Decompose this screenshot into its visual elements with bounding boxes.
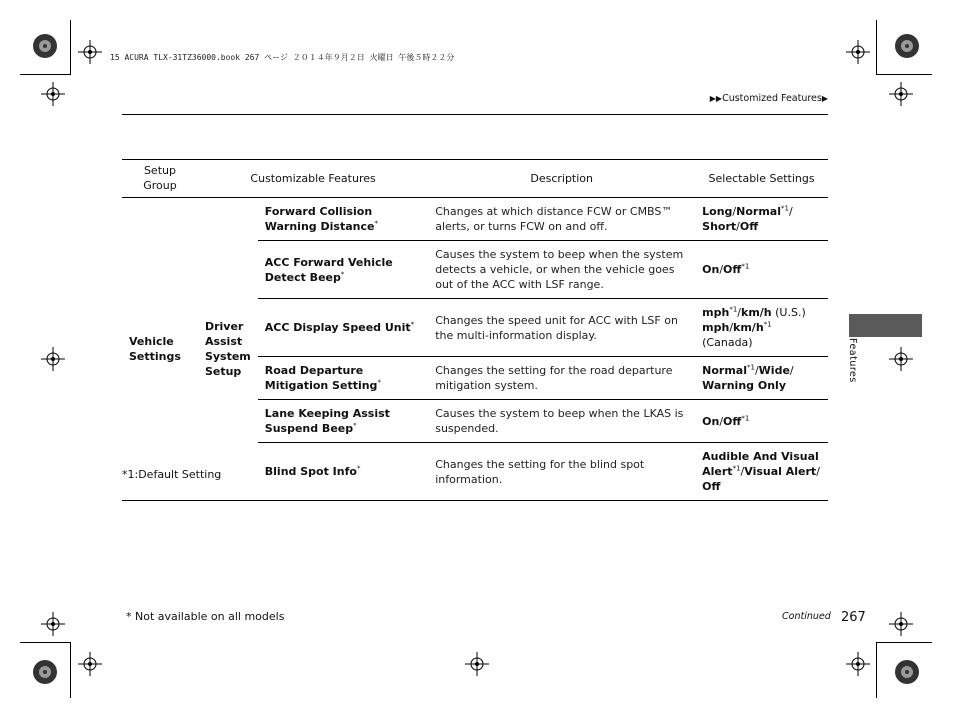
crop-mark bbox=[876, 20, 877, 75]
feature-settings: Normal$^{*1}$/Wide/ Warning Only bbox=[695, 357, 828, 400]
setup-group-cell: Vehicle Settings bbox=[122, 198, 198, 501]
feature-description: Changes at which distance FCW or CMBS™ alerts, or turns FCW on and off. bbox=[428, 198, 695, 241]
feature-name: ACC Forward Vehicle Detect Beep* bbox=[258, 241, 428, 299]
continued-label: Continued bbox=[782, 611, 831, 622]
breadcrumb bbox=[710, 93, 828, 104]
features-table bbox=[122, 159, 828, 501]
crosshair-icon bbox=[846, 652, 870, 676]
crosshair-icon bbox=[889, 347, 913, 371]
feature-description: Causes the system to beep when the system detects a vehicle, or when the vehicle goes out of the ACC with LSF range. bbox=[428, 241, 695, 299]
crop-mark bbox=[876, 74, 932, 75]
crosshair-icon bbox=[41, 82, 65, 106]
feature-description: Changes the speed unit for ACC with LSF on the multi-information display. bbox=[428, 299, 695, 357]
table-row bbox=[122, 198, 828, 241]
registration-target-icon bbox=[894, 33, 920, 59]
crop-mark bbox=[20, 74, 71, 75]
breadcrumb-label: Customized Features bbox=[722, 93, 822, 104]
header-setup-group: Setup Group bbox=[122, 159, 198, 198]
feature-name: Blind Spot Info* bbox=[258, 443, 428, 501]
subgroup-cell: Driver Assist System Setup bbox=[198, 198, 258, 501]
crosshair-icon bbox=[465, 652, 489, 676]
feature-description: Changes the setting for the blind spot information. bbox=[428, 443, 695, 501]
header-customizable-features: Customizable Features bbox=[198, 159, 428, 198]
crosshair-icon bbox=[41, 612, 65, 636]
feature-name: Road Departure Mitigation Setting* bbox=[258, 357, 428, 400]
header-rule bbox=[122, 114, 828, 115]
availability-note: * Not available on all models bbox=[126, 610, 285, 623]
crop-mark bbox=[70, 642, 71, 698]
crosshair-icon bbox=[846, 40, 870, 64]
feature-name: ACC Display Speed Unit* bbox=[258, 299, 428, 357]
header-selectable-settings: Selectable Settings bbox=[695, 159, 828, 198]
crop-mark bbox=[20, 642, 71, 643]
page-number: 267 bbox=[841, 610, 866, 625]
registration-target-icon bbox=[32, 33, 58, 59]
feature-settings: On/Off$^{*1}$ bbox=[695, 241, 828, 299]
side-tab bbox=[849, 314, 922, 337]
print-header: 15 ACURA TLX-31TZ36000.book 267 ページ ２０１４年９月２日 火曜日 午後５時２２分 bbox=[110, 53, 455, 62]
crop-mark bbox=[876, 642, 932, 643]
feature-settings: Long/Normal$^{*1}$/ Short/Off bbox=[695, 198, 828, 241]
feature-description: Changes the setting for the road departure mitigation system. bbox=[428, 357, 695, 400]
registration-target-icon bbox=[32, 659, 58, 685]
crosshair-icon bbox=[78, 40, 102, 64]
feature-name: Forward Collision Warning Distance* bbox=[258, 198, 428, 241]
table-footnote: *1:Default Setting bbox=[122, 468, 222, 481]
feature-description: Causes the system to beep when the LKAS is suspended. bbox=[428, 400, 695, 443]
side-tab-label: Features bbox=[847, 338, 858, 383]
crop-mark bbox=[876, 642, 877, 698]
crop-mark bbox=[70, 20, 71, 75]
crosshair-icon bbox=[889, 612, 913, 636]
crosshair-icon bbox=[889, 82, 913, 106]
header-description: Description bbox=[428, 159, 695, 198]
feature-name: Lane Keeping Assist Suspend Beep* bbox=[258, 400, 428, 443]
double-arrow-icon: ▶▶ bbox=[709, 94, 723, 103]
feature-settings: On/Off$^{*1}$ bbox=[695, 400, 828, 443]
feature-settings: mph$^{*1}$/km/h (U.S.) mph/$km/h^{*1}$ (Canada) bbox=[695, 299, 828, 357]
crosshair-icon bbox=[41, 347, 65, 371]
feature-settings: Audible And Visual Alert$^{*1}$/Visual Alert/ Off bbox=[695, 443, 828, 501]
crosshair-icon bbox=[78, 652, 102, 676]
arrow-icon: ▶ bbox=[821, 94, 828, 103]
registration-target-icon bbox=[894, 659, 920, 685]
